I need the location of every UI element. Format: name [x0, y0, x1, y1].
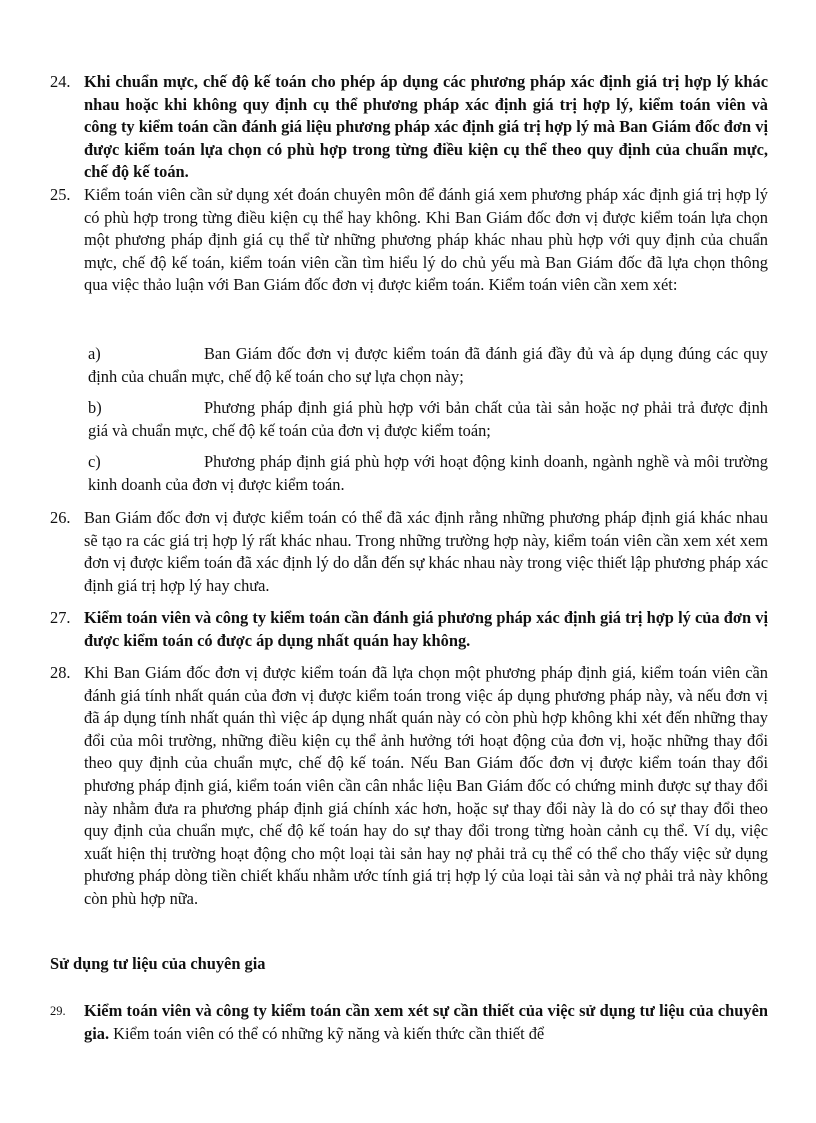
paragraph-rest: Kiểm toán viên có thể có những kỹ năng và kiến thức cần thiết để	[109, 1023, 545, 1043]
paragraph-28	[50, 662, 768, 911]
list-item-text: Ban Giám đốc đơn vị được kiểm toán đã đánh giá đầy đủ và áp dụng đúng các quy định của chuẩn mực, chế độ kế toán cho sự lựa chọn này;	[88, 344, 768, 386]
list-item-c	[88, 451, 768, 496]
paragraph-text: Khi chuẩn mực, chế độ kế toán cho phép áp dụng các phương pháp xác định giá trị hợp lý khác nhau hoặc khi không quy định cụ thể phương pháp xác định giá trị hợp lý, kiểm toán viên và công ty kiểm toán cần đánh giá liệu phương pháp xác định giá trị hợp lý mà Ban Giám đốc đơn vị được kiểm toán lựa chọn có phù hợp trong từng điều kiện cụ thể theo quy định của chuẩn mực, chế độ kế toán.	[84, 72, 768, 182]
paragraph-bold-lead: Kiểm toán viên và công ty kiểm toán cần xem xét sự cần thiết của việc sử dụng tư liệu của chuyên gia.	[84, 1001, 768, 1043]
paragraph-number: 25.	[50, 185, 71, 204]
paragraph-29	[50, 1000, 768, 1045]
list-item-b	[88, 397, 768, 442]
section-heading: Sử dụng tư liệu của chuyên gia	[50, 954, 266, 973]
paragraph-number: 28.	[50, 663, 71, 682]
list-item-a	[88, 343, 768, 388]
paragraph-number: 26.	[50, 508, 71, 527]
paragraph-25	[50, 184, 768, 297]
paragraph-27	[50, 607, 768, 652]
list-item-label: c)	[88, 452, 101, 471]
paragraph-26	[50, 507, 768, 597]
paragraph-text: Khi Ban Giám đốc đơn vị được kiểm toán đã lựa chọn một phương pháp định giá, kiểm toán viên cần đánh giá tính nhất quán của đơn vị được kiểm toán trong việc áp dụng phương pháp này, và nếu đơn vị đã áp dụng tính nhất quán thì việc áp dụng nhất quán này có còn phù hợp không khi xét đến những thay đổi của môi trường, những điều kiện cụ thể ảnh hưởng tới hoạt động của đơn vị, hoặc những thay đổi theo quy định của chuẩn mực, chế độ kế toán. Nếu Ban Giám đốc đơn vị được kiểm toán thay đổi phương pháp định giá, kiểm toán viên cần cân nhắc liệu Ban Giám đốc có chứng minh được sự thay đổi này nhằm đưa ra phương pháp định giá chính xác hơn, hoặc sự thay đổi này là do có sự thay đổi theo quy định của chuẩn mực, chế độ kế toán hay do sự thay đổi trong từng hoàn cảnh cụ thể. Ví dụ, việc xuất hiện thị trường hoạt động cho một loại tài sản hay nợ phải trả cụ thể có thể cho thấy việc sử dụng phương pháp dòng tiền chiết khấu nhằm ước tính giá trị hợp lý của loại tài sản và nợ phải trả này không còn phù hợp nữa.	[84, 663, 768, 908]
paragraph-text	[84, 1000, 768, 1045]
list-item-text: Phương pháp định giá phù hợp với hoạt động kinh doanh, ngành nghề và môi trường kinh doanh của đơn vị được kiểm toán.	[88, 452, 768, 494]
paragraph-text: Kiểm toán viên cần sử dụng xét đoán chuyên môn để đánh giá xem phương pháp xác định giá trị hợp lý có phù hợp trong từng điều kiện cụ thể hay không. Khi Ban Giám đốc đơn vị được kiểm toán lựa chọn một phương pháp định giá cụ thể từ những phương pháp khác nhau phù hợp với quy định của chuẩn mực, chế độ kế toán, kiểm toán viên cần tìm hiểu lý do chủ yếu mà Ban Giám đốc đã lựa chọn thông qua việc thảo luận với Ban Giám đốc đơn vị được kiểm toán. Kiểm toán viên cần xem xét:	[84, 185, 768, 295]
paragraph-number: 29.	[50, 1004, 66, 1018]
paragraph-number: 24.	[50, 72, 71, 91]
list-item-label: a)	[88, 344, 101, 363]
paragraph-24	[50, 71, 768, 184]
paragraph-text: Kiểm toán viên và công ty kiểm toán cần đánh giá phương pháp xác định giá trị hợp lý của đơn vị được kiểm toán có được áp dụng nhất quán hay không.	[84, 608, 768, 650]
paragraph-number: 27.	[50, 608, 71, 627]
list-item-text: Phương pháp định giá phù hợp với bản chất của tài sản hoặc nợ phải trả được định giá và chuẩn mực, chế độ kế toán của đơn vị được kiểm toán;	[88, 398, 768, 440]
paragraph-text: Ban Giám đốc đơn vị được kiểm toán có thể đã xác định rằng những phương pháp định giá khác nhau sẽ tạo ra các giá trị hợp lý rất khác nhau. Trong những trường hợp này, kiểm toán viên cần xem xét xem đơn vị được kiểm toán đã xác định lý do dẫn đến sự khác nhau này trong việc thiết lập phương pháp xác định giá trị hợp lý hay chưa.	[84, 508, 768, 595]
list-item-label: b)	[88, 398, 102, 417]
